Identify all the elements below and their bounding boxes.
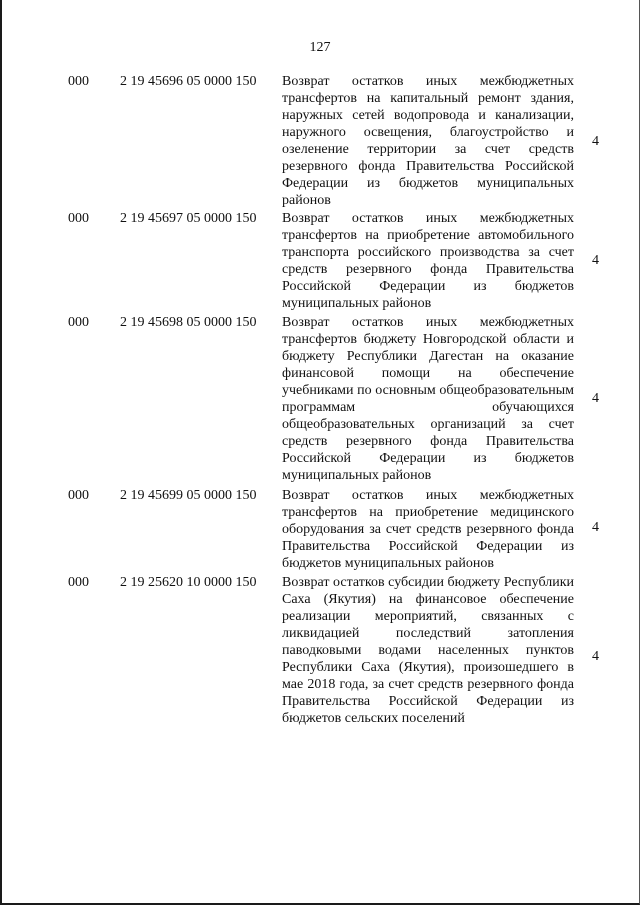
admin-code: 000	[68, 315, 89, 330]
row-amount: 4	[592, 253, 599, 268]
row-description: Возврат остатков иных межбюджетных трансфертов бюджету Новгородской области и бюджету Республики Дагестан на оказание финансовой помощи на обеспечение учебниками по основным общеобразовательным программам обучающихся общеобразовательных организаций за счет средств резервного фонда Правительства Российской Федерации из бюджетов муниципальных районов	[282, 315, 574, 483]
admin-code: 000	[68, 488, 89, 503]
kbk-code: 2 19 45698 05 0000 150	[120, 315, 257, 330]
admin-code: 000	[68, 211, 89, 226]
row-description: Возврат остатков иных межбюджетных трансфертов на приобретение медицинского оборудования за счет средств резервного фонда Правительства Российской Федерации из бюджетов муниципальных районов	[282, 488, 574, 571]
row-description: Возврат остатков субсидии бюджету Республики Саха (Якутия) на финансовое обеспечение реализации мероприятий, связанных с ликвидацией последствий затопления паводковыми водами населенных пунктов Республики Саха (Якутия), произошедшего в мае 2018 года, за счет средств резервного фонда Правительства Российской Федерации из бюджетов сельских поселений	[282, 575, 574, 726]
row-amount: 4	[592, 391, 599, 406]
row-amount: 4	[592, 520, 599, 535]
page-number: 127	[309, 40, 331, 55]
row-amount: 4	[592, 649, 599, 664]
kbk-code: 2 19 45699 05 0000 150	[120, 488, 257, 503]
kbk-code: 2 19 45696 05 0000 150	[120, 74, 257, 89]
admin-code: 000	[68, 74, 89, 89]
row-description: Возврат остатков иных межбюджетных трансфертов на приобретение автомобильного транспорта российского производства за счет средств резервного фонда Правительства Российской Федерации из бюджетов муниципальных районов	[282, 211, 574, 311]
row-amount: 4	[592, 134, 599, 149]
kbk-code: 2 19 25620 10 0000 150	[120, 575, 257, 590]
admin-code: 000	[68, 575, 89, 590]
row-description: Возврат остатков иных межбюджетных трансфертов на капитальный ремонт здания, наружных сетей водопровода и канализации, наружного освещения, благоустройство и озеленение территории за счет средств резервного фонда Правительства Российской Федерации из бюджетов муниципальных районов	[282, 74, 574, 208]
kbk-code: 2 19 45697 05 0000 150	[120, 211, 257, 226]
